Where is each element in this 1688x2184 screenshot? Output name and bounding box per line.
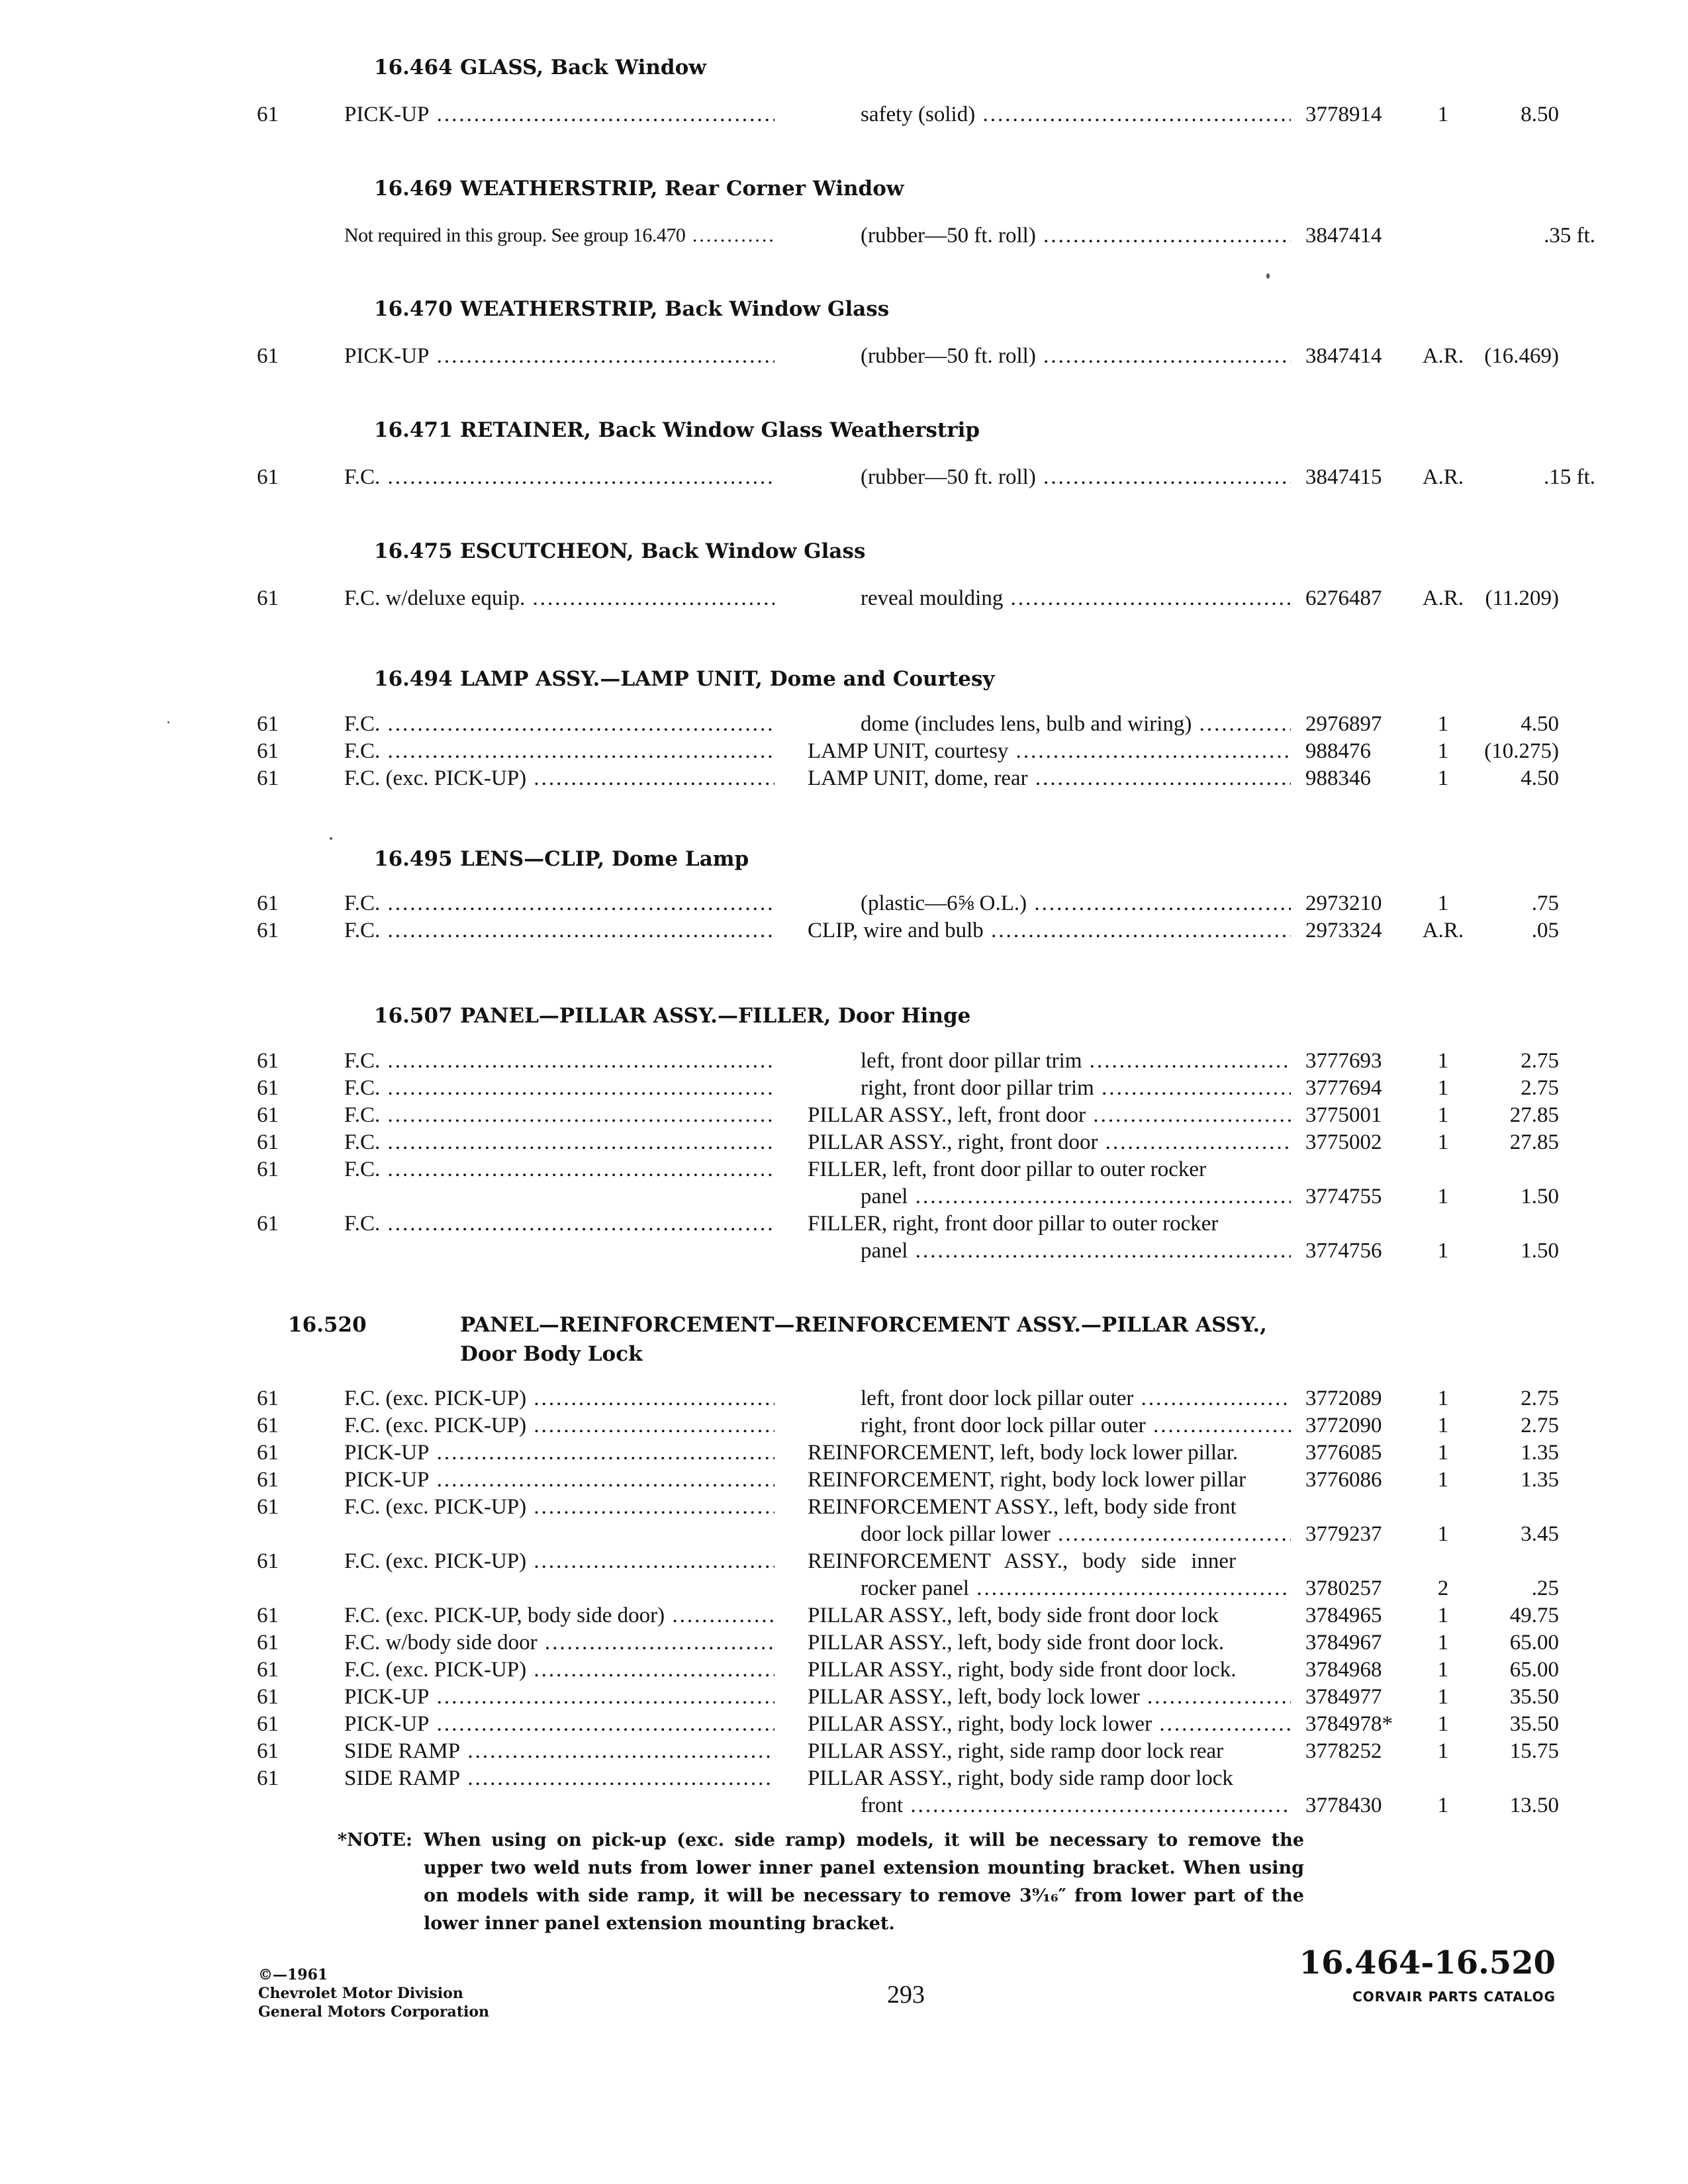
quantity: 1 [1437, 1185, 1449, 1208]
price: (16.469) [1484, 344, 1559, 368]
price: (11.209) [1485, 586, 1559, 610]
section-number: 16.471 [374, 418, 453, 442]
model: F.C. w/body side door ..... [344, 1629, 774, 1657]
section-number: 16.507 [374, 1004, 453, 1028]
table-row [0, 463, 1688, 491]
section-number: 16.520 [288, 1313, 367, 1337]
price: 1.35 [1521, 1441, 1559, 1465]
table-row-continuation [0, 1574, 1688, 1602]
model: PICK-UP ..... [344, 101, 774, 128]
year: 61 [257, 1495, 279, 1519]
part-number: 3780257 [1305, 1576, 1382, 1600]
year: 61 [257, 344, 279, 368]
table-row [0, 1656, 1688, 1684]
table-row [0, 1439, 1688, 1467]
model: F.C. ..... [344, 710, 774, 738]
part-number: 988476 [1305, 739, 1371, 763]
price: 27.85 [1509, 1103, 1559, 1127]
section-number: 16.464 [374, 56, 453, 79]
table-row [0, 1128, 1688, 1156]
model: F.C. (exc. PICK-UP, body side door) ..... [344, 1602, 774, 1629]
year: 61 [257, 766, 279, 790]
model: PICK-UP ..... [344, 1466, 774, 1494]
quantity: 1 [1437, 1522, 1449, 1546]
model: F.C. (exc. PICK-UP) ..... [344, 1656, 774, 1684]
description: PILLAR ASSY., right, side ramp door lock rear [808, 1739, 1224, 1763]
quantity: 1 [1437, 1441, 1449, 1465]
model: F.C. ..... [344, 737, 774, 765]
part-number: 3784978* [1305, 1712, 1393, 1736]
model: F.C. w/deluxe equip. ..... [344, 584, 774, 612]
table-row [0, 342, 1688, 370]
table-row-continuation [0, 1520, 1688, 1548]
year: 61 [257, 1549, 279, 1573]
table-row [0, 1466, 1688, 1494]
table-row [0, 1710, 1688, 1738]
table-row [0, 917, 1688, 944]
quantity: 1 [1437, 1468, 1449, 1492]
part-number: 3774755 [1305, 1185, 1382, 1208]
quantity: 1 [1437, 1049, 1449, 1073]
part-number: 3774756 [1305, 1239, 1382, 1263]
table-row [0, 710, 1688, 738]
part-number: 2973210 [1305, 891, 1382, 915]
quantity: 1 [1437, 891, 1449, 915]
year: 61 [257, 586, 279, 610]
quantity: A.R. [1422, 586, 1464, 610]
part-number: 3779237 [1305, 1522, 1382, 1546]
table-row [0, 1547, 1688, 1575]
price: 2.75 [1521, 1387, 1559, 1410]
year: 61 [257, 1604, 279, 1627]
model: F.C. ..... [344, 1128, 774, 1156]
section-number: 16.494 [374, 667, 453, 691]
section-number: 16.470 [374, 297, 453, 321]
model: PICK-UP ..... [344, 1439, 774, 1467]
division-name: Chevrolet Motor Division [258, 1985, 463, 2002]
part-number: 3784977 [1305, 1685, 1382, 1709]
section-number: 16.495 [374, 847, 453, 871]
quantity: A.R. [1422, 465, 1464, 489]
price: 8.50 [1521, 103, 1559, 126]
price: 65.00 [1509, 1658, 1559, 1682]
description: left, front door pillar trim ..... [808, 1047, 1291, 1075]
part-number: 3784967 [1305, 1631, 1382, 1655]
section-number: 16.475 [374, 539, 453, 563]
price: .75 [1531, 891, 1559, 915]
copyright-block [258, 1966, 489, 2021]
model: F.C. ..... [344, 889, 774, 917]
part-number: 2973324 [1305, 919, 1382, 942]
section-title: LAMP ASSY.—LAMP UNIT, Dome and Courtesy [460, 667, 995, 691]
part-number: 3772090 [1305, 1414, 1382, 1437]
table-row [0, 1764, 1688, 1792]
year: 61 [257, 1739, 279, 1763]
table-row [0, 1412, 1688, 1439]
section-title: LENS—CLIP, Dome Lamp [460, 847, 749, 871]
section-header [374, 416, 1367, 445]
year: 61 [257, 1766, 279, 1790]
table-row-continuation [0, 1792, 1688, 1819]
year: 61 [257, 1441, 279, 1465]
part-number: 3847415 [1305, 465, 1382, 489]
part-number: 2976897 [1305, 712, 1382, 736]
section-title: RETAINER, Back Window Glass Weatherstrip [460, 418, 980, 442]
table-row [0, 1493, 1688, 1521]
scan-speck [167, 721, 169, 723]
model: PICK-UP ..... [344, 1710, 774, 1738]
description: REINFORCEMENT ASSY., left, body side front [808, 1495, 1237, 1519]
description: (plastic—6⅝ O.L.) ..... [808, 889, 1291, 917]
model: F.C. ..... [344, 1156, 774, 1183]
year: 61 [257, 1658, 279, 1682]
year: 61 [257, 1712, 279, 1736]
table-row-continuation [0, 1237, 1688, 1265]
section-header [374, 664, 1367, 694]
part-number: 3776085 [1305, 1441, 1382, 1465]
section-header [374, 844, 1367, 874]
year: 61 [257, 103, 279, 126]
year: 61 [257, 1468, 279, 1492]
year: 61 [257, 1212, 279, 1236]
section-title: PANEL—REINFORCEMENT—REINFORCEMENT ASSY.—PILLAR ASSY., Door Body Lock [460, 1313, 1267, 1366]
part-number: 3777694 [1305, 1076, 1382, 1100]
quantity: 1 [1437, 103, 1449, 126]
price: 3.45 [1521, 1522, 1559, 1546]
price: (10.275) [1484, 739, 1559, 763]
section-header [374, 537, 1367, 566]
section-header [288, 1310, 1314, 1369]
table-row [0, 1683, 1688, 1711]
price: 4.50 [1521, 766, 1559, 790]
quantity: 1 [1437, 712, 1449, 736]
price: 35.50 [1509, 1712, 1559, 1736]
description: PILLAR ASSY., left, body lock lower ..... [808, 1683, 1291, 1711]
model: SIDE RAMP ..... [344, 1737, 774, 1765]
year: 61 [257, 465, 279, 489]
page-number: 293 [887, 1981, 925, 2009]
table-row [0, 1629, 1688, 1657]
table-row [0, 1602, 1688, 1629]
quantity: 1 [1437, 1712, 1449, 1736]
price: 2.75 [1521, 1049, 1559, 1073]
price: 1.50 [1521, 1185, 1559, 1208]
quantity: 1 [1437, 1239, 1449, 1263]
description: REINFORCEMENT ASSY., body side inner [808, 1549, 1237, 1573]
quantity: 1 [1437, 1076, 1449, 1100]
description: safety (solid) ..... [808, 101, 1291, 128]
year: 61 [257, 1049, 279, 1073]
part-number: 3777693 [1305, 1049, 1382, 1073]
description: dome (includes lens, bulb and wiring) ..... [808, 710, 1291, 738]
year: 61 [257, 1130, 279, 1154]
part-number: 3847414 [1305, 224, 1382, 248]
quantity: 1 [1437, 1794, 1449, 1817]
quantity: 1 [1437, 1414, 1449, 1437]
quantity: 1 [1437, 1387, 1449, 1410]
description-continued: rocker panel ..... [808, 1574, 1291, 1602]
description: left, front door lock pillar outer ..... [808, 1385, 1291, 1412]
table-row [0, 1101, 1688, 1129]
description-continued: panel ..... [808, 1237, 1291, 1265]
table-row [0, 1156, 1688, 1183]
section-header [374, 53, 1367, 82]
price: 35.50 [1509, 1685, 1559, 1709]
year: 61 [257, 712, 279, 736]
model: F.C. ..... [344, 1101, 774, 1129]
price: 13.50 [1509, 1794, 1559, 1817]
corporation-name: General Motors Corporation [258, 2003, 490, 2021]
table-row [0, 101, 1688, 128]
description: PILLAR ASSY., right, front door ..... [808, 1128, 1291, 1156]
part-number: 3847414 [1305, 344, 1382, 368]
catalog-title: CORVAIR PARTS CATALOG [1352, 1989, 1556, 2005]
quantity: 1 [1437, 1685, 1449, 1709]
quantity: 1 [1437, 1604, 1449, 1627]
model: F.C. (exc. PICK-UP) ..... [344, 1385, 774, 1412]
model: F.C. ..... [344, 463, 774, 491]
price: 2.75 [1521, 1076, 1559, 1100]
price: 27.85 [1509, 1130, 1559, 1154]
description: LAMP UNIT, dome, rear ..... [808, 764, 1291, 792]
scan-speck [330, 837, 332, 840]
description: reveal moulding ..... [808, 584, 1291, 612]
section-header [374, 295, 1367, 324]
part-number: 3778252 [1305, 1739, 1382, 1763]
part-number: 3778914 [1305, 103, 1382, 126]
year: 61 [257, 1076, 279, 1100]
description: right, front door pillar trim ..... [808, 1074, 1291, 1102]
price: .05 [1531, 919, 1559, 942]
description: LAMP UNIT, courtesy ..... [808, 737, 1291, 765]
description: (rubber—50 ft. roll) ..... [808, 342, 1291, 370]
price: 15.75 [1509, 1739, 1559, 1763]
model: PICK-UP ..... [344, 1683, 774, 1711]
year: 61 [257, 919, 279, 942]
table-row [0, 1385, 1688, 1412]
description: right, front door lock pillar outer ..... [808, 1412, 1291, 1439]
part-number: 3775002 [1305, 1130, 1382, 1154]
year: 61 [257, 739, 279, 763]
quantity: 1 [1437, 1631, 1449, 1655]
model: F.C. ..... [344, 917, 774, 944]
year: 61 [257, 1631, 279, 1655]
model: Not required in this group. See group 16.470 ..... [344, 222, 774, 250]
part-number: 3772089 [1305, 1387, 1382, 1410]
part-number: 6276487 [1305, 586, 1382, 610]
price: 2.75 [1521, 1414, 1559, 1437]
note-text: When using on pick-up (exc. side ramp) models, it will be necessary to remove the upper two weld nuts from lower inner panel extension mounting bracket. When using on models with side ramp, it will be necessary to remove 3⁹⁄₁₆″ from lower part of the lower inner panel extension mounting bracket. [424, 1830, 1304, 1934]
model: F.C. ..... [344, 1047, 774, 1075]
description: FILLER, right, front door pillar to outer rocker [808, 1212, 1219, 1236]
quantity: 1 [1437, 766, 1449, 790]
part-number: 3775001 [1305, 1103, 1382, 1127]
price: 4.50 [1521, 712, 1559, 736]
table-row-continuation [0, 1183, 1688, 1210]
section-title: WEATHERSTRIP, Rear Corner Window [460, 177, 904, 201]
table-row [0, 222, 1688, 250]
description: (rubber—50 ft. roll) ..... [808, 463, 1291, 491]
section-header [374, 1001, 1367, 1030]
table-row [0, 1210, 1688, 1238]
year: 61 [257, 1414, 279, 1437]
model: SIDE RAMP ..... [344, 1764, 774, 1792]
description: PILLAR ASSY., right, body side ramp door lock [808, 1766, 1233, 1790]
price: .25 [1531, 1576, 1559, 1600]
part-number: 3778430 [1305, 1794, 1382, 1817]
description: PILLAR ASSY., right, body side front door lock. [808, 1658, 1237, 1682]
quantity: 1 [1437, 739, 1449, 763]
quantity: 1 [1437, 1103, 1449, 1127]
year: 61 [257, 1387, 279, 1410]
part-number: 3784965 [1305, 1604, 1382, 1627]
model: F.C. (exc. PICK-UP) ..... [344, 764, 774, 792]
table-row [0, 1047, 1688, 1075]
year: 61 [257, 1158, 279, 1181]
description: PILLAR ASSY., left, front door ..... [808, 1101, 1291, 1129]
year: 61 [257, 1685, 279, 1709]
model: F.C. (exc. PICK-UP) ..... [344, 1547, 774, 1575]
table-row [0, 584, 1688, 612]
quantity: 1 [1437, 1130, 1449, 1154]
table-row [0, 764, 1688, 792]
part-number: 3776086 [1305, 1468, 1382, 1492]
description: PILLAR ASSY., left, body side front door lock. [808, 1631, 1225, 1655]
model: F.C. ..... [344, 1074, 774, 1102]
model: F.C. ..... [344, 1210, 774, 1238]
description-continued: panel ..... [808, 1183, 1291, 1210]
price: 65.00 [1509, 1631, 1559, 1655]
section-header [374, 174, 1367, 203]
quantity: 1 [1437, 1658, 1449, 1682]
section-title: PANEL—PILLAR ASSY.—FILLER, Door Hinge [460, 1004, 971, 1028]
description: REINFORCEMENT, right, body lock lower pillar [808, 1468, 1246, 1492]
description: (rubber—50 ft. roll) ..... [808, 222, 1291, 250]
description-continued: front ..... [808, 1792, 1291, 1819]
part-number: 3784968 [1305, 1658, 1382, 1682]
description: FILLER, left, front door pillar to outer rocker [808, 1158, 1207, 1181]
quantity: A.R. [1422, 344, 1464, 368]
section-title: ESCUTCHEON, Back Window Glass [460, 539, 866, 563]
table-row [0, 1074, 1688, 1102]
price: .15 ft. [1544, 465, 1595, 489]
description: CLIP, wire and bulb ..... [808, 917, 1291, 944]
quantity: A.R. [1422, 919, 1464, 942]
section-range: 16.464-16.520 [1299, 1944, 1556, 1981]
description-continued: door lock pillar lower ..... [808, 1520, 1291, 1548]
copyright-year: ©—1961 [258, 1966, 328, 1983]
note-label: *NOTE: [338, 1830, 412, 1850]
year: 61 [257, 1103, 279, 1127]
section-number: 16.469 [374, 177, 453, 201]
model: F.C. (exc. PICK-UP) ..... [344, 1412, 774, 1439]
quantity: 2 [1437, 1576, 1449, 1600]
part-number: 988346 [1305, 766, 1371, 790]
price: 1.35 [1521, 1468, 1559, 1492]
year: 61 [257, 891, 279, 915]
scan-speck [1266, 273, 1270, 279]
quantity: 1 [1437, 1739, 1449, 1763]
price: .35 ft. [1544, 224, 1595, 248]
model: PICK-UP ..... [344, 342, 774, 370]
table-row [0, 1737, 1688, 1765]
price: 1.50 [1521, 1239, 1559, 1263]
description: PILLAR ASSY., right, body lock lower ..... [808, 1710, 1291, 1738]
description: PILLAR ASSY., left, body side front door lock [808, 1604, 1219, 1627]
section-title: GLASS, Back Window [460, 56, 706, 79]
model: F.C. (exc. PICK-UP) ..... [344, 1493, 774, 1521]
table-row [0, 737, 1688, 765]
section-title: WEATHERSTRIP, Back Window Glass [460, 297, 890, 321]
table-row [0, 889, 1688, 917]
description: REINFORCEMENT, left, body lock lower pillar. [808, 1441, 1239, 1465]
price: 49.75 [1509, 1604, 1559, 1627]
